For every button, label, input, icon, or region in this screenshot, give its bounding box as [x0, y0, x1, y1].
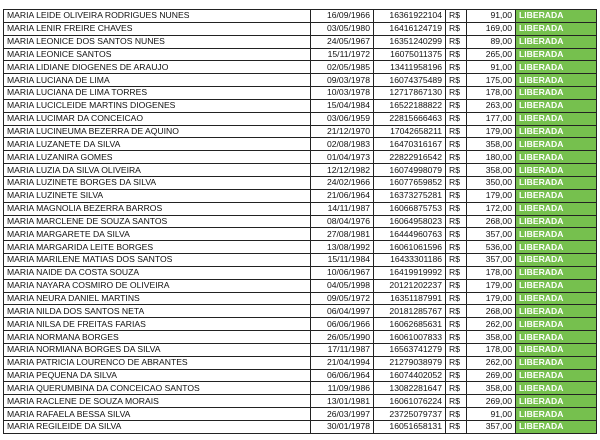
- status-badge: LIBERADA: [516, 22, 597, 35]
- cell-number: 16522188822: [374, 99, 446, 112]
- cell-value: 350,00: [467, 176, 516, 189]
- cell-value: 91,00: [467, 408, 516, 421]
- cell-number: 16351187991: [374, 292, 446, 305]
- table-row: [4, 202, 597, 215]
- cell-currency: R$: [446, 382, 467, 395]
- cell-value: 357,00: [467, 228, 516, 241]
- status-badge: LIBERADA: [516, 176, 597, 189]
- cell-value: 269,00: [467, 395, 516, 408]
- cell-currency: R$: [446, 99, 467, 112]
- status-badge: LIBERADA: [516, 202, 597, 215]
- cell-date: 09/05/1972: [311, 292, 374, 305]
- table-row: [4, 112, 597, 125]
- cell-value: 358,00: [467, 331, 516, 344]
- cell-currency: R$: [446, 241, 467, 254]
- status-badge: LIBERADA: [516, 48, 597, 61]
- beneficiary-table: [3, 9, 597, 434]
- cell-date: 06/04/1997: [311, 305, 374, 318]
- cell-currency: R$: [446, 421, 467, 434]
- cell-value: 268,00: [467, 215, 516, 228]
- table-row: [4, 176, 597, 189]
- status-badge: LIBERADA: [516, 61, 597, 74]
- cell-value: 357,00: [467, 421, 516, 434]
- table-row: [4, 292, 597, 305]
- cell-number: 16064958023: [374, 215, 446, 228]
- cell-currency: R$: [446, 138, 467, 151]
- status-badge: LIBERADA: [516, 10, 597, 23]
- cell-currency: R$: [446, 35, 467, 48]
- table-row: [4, 10, 597, 23]
- table-row: [4, 22, 597, 35]
- cell-value: 178,00: [467, 266, 516, 279]
- status-badge: LIBERADA: [516, 408, 597, 421]
- status-badge: LIBERADA: [516, 343, 597, 356]
- cell-number: 22822916542: [374, 151, 446, 164]
- cell-value: 178,00: [467, 343, 516, 356]
- cell-date: 02/05/1985: [311, 61, 374, 74]
- cell-currency: R$: [446, 87, 467, 100]
- cell-currency: R$: [446, 279, 467, 292]
- cell-currency: R$: [446, 331, 467, 344]
- cell-number: 23725079737: [374, 408, 446, 421]
- table-row: [4, 61, 597, 74]
- cell-currency: R$: [446, 318, 467, 331]
- cell-currency: R$: [446, 369, 467, 382]
- status-badge: LIBERADA: [516, 125, 597, 138]
- cell-number: 16062685631: [374, 318, 446, 331]
- cell-value: 180,00: [467, 151, 516, 164]
- cell-number: 12717867130: [374, 87, 446, 100]
- cell-number: 16074402052: [374, 369, 446, 382]
- cell-value: 269,00: [467, 369, 516, 382]
- cell-number: 16061007833: [374, 331, 446, 344]
- status-badge: LIBERADA: [516, 151, 597, 164]
- cell-name: MARIA LUZANIRA GOMES: [4, 151, 311, 164]
- cell-currency: R$: [446, 125, 467, 138]
- status-badge: LIBERADA: [516, 189, 597, 202]
- table-row: [4, 382, 597, 395]
- status-badge: LIBERADA: [516, 35, 597, 48]
- status-badge: LIBERADA: [516, 138, 597, 151]
- cell-date: 26/03/1997: [311, 408, 374, 421]
- status-badge: LIBERADA: [516, 99, 597, 112]
- cell-number: 16051658131: [374, 421, 446, 434]
- cell-number: 16075011375: [374, 48, 446, 61]
- cell-date: 21/06/1964: [311, 189, 374, 202]
- cell-value: 177,00: [467, 112, 516, 125]
- cell-name: MARIA MARILENE MATIAS DOS SANTOS: [4, 254, 311, 267]
- cell-currency: R$: [446, 305, 467, 318]
- table-row: [4, 254, 597, 267]
- status-badge: LIBERADA: [516, 254, 597, 267]
- cell-name: MARIA NEURA DANIEL MARTINS: [4, 292, 311, 305]
- cell-currency: R$: [446, 74, 467, 87]
- cell-date: 01/04/1973: [311, 151, 374, 164]
- cell-name: MARIA LENIR FREIRE CHAVES: [4, 22, 311, 35]
- cell-value: 172,00: [467, 202, 516, 215]
- cell-currency: R$: [446, 189, 467, 202]
- table-row: [4, 189, 597, 202]
- cell-number: 16433301186: [374, 254, 446, 267]
- table-row: [4, 343, 597, 356]
- cell-date: 08/04/1976: [311, 215, 374, 228]
- cell-value: 268,00: [467, 305, 516, 318]
- cell-currency: R$: [446, 356, 467, 369]
- table-row: [4, 228, 597, 241]
- status-badge: LIBERADA: [516, 215, 597, 228]
- cell-date: 12/12/1982: [311, 164, 374, 177]
- cell-date: 30/01/1978: [311, 421, 374, 434]
- cell-value: 91,00: [467, 10, 516, 23]
- cell-currency: R$: [446, 215, 467, 228]
- cell-currency: R$: [446, 395, 467, 408]
- cell-number: 16077659852: [374, 176, 446, 189]
- cell-number: 13411958196: [374, 61, 446, 74]
- cell-date: 24/02/1966: [311, 176, 374, 189]
- table-row: [4, 356, 597, 369]
- cell-currency: R$: [446, 266, 467, 279]
- cell-name: MARIA LUCIANA DE LIMA TORRES: [4, 87, 311, 100]
- cell-number: 16074998079: [374, 164, 446, 177]
- cell-value: 169,00: [467, 22, 516, 35]
- cell-currency: R$: [446, 292, 467, 305]
- status-badge: LIBERADA: [516, 395, 597, 408]
- cell-date: 15/04/1984: [311, 99, 374, 112]
- cell-date: 14/11/1987: [311, 202, 374, 215]
- cell-number: 20181285767: [374, 305, 446, 318]
- cell-name: MARIA MAGNOLIA BEZERRA BARROS: [4, 202, 311, 215]
- cell-date: 21/04/1994: [311, 356, 374, 369]
- table-row: [4, 408, 597, 421]
- cell-name: MARIA LUCINEUMA BEZERRA DE AQUINO: [4, 125, 311, 138]
- cell-date: 16/09/1966: [311, 10, 374, 23]
- cell-value: 358,00: [467, 382, 516, 395]
- cell-number: 16373275281: [374, 189, 446, 202]
- cell-number: 16074375489: [374, 74, 446, 87]
- table-row: [4, 266, 597, 279]
- cell-date: 10/06/1967: [311, 266, 374, 279]
- cell-value: 357,00: [467, 254, 516, 267]
- status-badge: LIBERADA: [516, 241, 597, 254]
- cell-name: MARIA NILDA DOS SANTOS NETA: [4, 305, 311, 318]
- cell-date: 26/05/1990: [311, 331, 374, 344]
- cell-value: 536,00: [467, 241, 516, 254]
- status-badge: LIBERADA: [516, 421, 597, 434]
- cell-value: 358,00: [467, 164, 516, 177]
- cell-name: MARIA LUZINETE BORGES DA SILVA: [4, 176, 311, 189]
- status-badge: LIBERADA: [516, 382, 597, 395]
- cell-name: MARIA LIDIANE DIOGENES DE ARAUJO: [4, 61, 311, 74]
- table-body: [4, 10, 597, 434]
- status-badge: LIBERADA: [516, 74, 597, 87]
- cell-date: 24/05/1967: [311, 35, 374, 48]
- cell-number: 16470316167: [374, 138, 446, 151]
- cell-value: 265,00: [467, 48, 516, 61]
- cell-currency: R$: [446, 10, 467, 23]
- cell-value: 262,00: [467, 356, 516, 369]
- cell-date: 06/06/1966: [311, 318, 374, 331]
- cell-date: 15/11/1984: [311, 254, 374, 267]
- cell-date: 04/05/1998: [311, 279, 374, 292]
- cell-value: 179,00: [467, 292, 516, 305]
- cell-name: MARIA NORMANA BORGES: [4, 331, 311, 344]
- cell-currency: R$: [446, 202, 467, 215]
- status-badge: LIBERADA: [516, 369, 597, 382]
- table-row: [4, 74, 597, 87]
- cell-currency: R$: [446, 228, 467, 241]
- cell-name: MARIA LEONICE SANTOS: [4, 48, 311, 61]
- cell-number: 16444960763: [374, 228, 446, 241]
- cell-name: MARIA LEONICE DOS SANTOS NUNES: [4, 35, 311, 48]
- table-row: [4, 125, 597, 138]
- cell-currency: R$: [446, 22, 467, 35]
- table-row: [4, 48, 597, 61]
- cell-name: MARIA NAIDE DA COSTA SOUZA: [4, 266, 311, 279]
- cell-currency: R$: [446, 164, 467, 177]
- cell-value: 91,00: [467, 61, 516, 74]
- table-row: [4, 164, 597, 177]
- cell-currency: R$: [446, 408, 467, 421]
- status-badge: LIBERADA: [516, 112, 597, 125]
- cell-date: 03/05/1980: [311, 22, 374, 35]
- cell-name: MARIA LUZANETE DA SILVA: [4, 138, 311, 151]
- table-row: [4, 99, 597, 112]
- table-row: [4, 318, 597, 331]
- table-row: [4, 305, 597, 318]
- table-row: [4, 421, 597, 434]
- cell-name: MARIA LEIDE OLIVEIRA RODRIGUES NUNES: [4, 10, 311, 23]
- cell-number: 22815666463: [374, 112, 446, 125]
- cell-name: MARIA RACLENE DE SOUZA MORAIS: [4, 395, 311, 408]
- cell-value: 178,00: [467, 87, 516, 100]
- cell-number: 21279038979: [374, 356, 446, 369]
- cell-value: 179,00: [467, 279, 516, 292]
- cell-date: 11/09/1986: [311, 382, 374, 395]
- cell-value: 179,00: [467, 125, 516, 138]
- status-badge: LIBERADA: [516, 356, 597, 369]
- cell-name: MARIA NORMIANA BORGES DA SILVA: [4, 343, 311, 356]
- status-badge: LIBERADA: [516, 292, 597, 305]
- cell-number: 16066875753: [374, 202, 446, 215]
- cell-name: MARIA LUCICLEIDE MARTINS DIOGENES: [4, 99, 311, 112]
- cell-name: MARIA NAYARA COSMIRO DE OLIVEIRA: [4, 279, 311, 292]
- table-row: [4, 87, 597, 100]
- cell-currency: R$: [446, 343, 467, 356]
- cell-currency: R$: [446, 151, 467, 164]
- cell-date: 13/01/1981: [311, 395, 374, 408]
- cell-value: 263,00: [467, 99, 516, 112]
- cell-date: 10/03/1978: [311, 87, 374, 100]
- cell-number: 20121202237: [374, 279, 446, 292]
- cell-currency: R$: [446, 48, 467, 61]
- cell-date: 27/08/1981: [311, 228, 374, 241]
- status-badge: LIBERADA: [516, 87, 597, 100]
- cell-name: MARIA RAFAELA BESSA SILVA: [4, 408, 311, 421]
- cell-number: 16416124719: [374, 22, 446, 35]
- table-row: [4, 151, 597, 164]
- table-row: [4, 241, 597, 254]
- status-badge: LIBERADA: [516, 279, 597, 292]
- cell-currency: R$: [446, 61, 467, 74]
- table-row: [4, 138, 597, 151]
- cell-date: 03/06/1959: [311, 112, 374, 125]
- cell-number: 16563741279: [374, 343, 446, 356]
- cell-number: 16361922104: [374, 10, 446, 23]
- cell-name: MARIA LUCIMAR DA CONCEICAO: [4, 112, 311, 125]
- cell-value: 89,00: [467, 35, 516, 48]
- cell-date: 17/11/1987: [311, 343, 374, 356]
- status-badge: LIBERADA: [516, 331, 597, 344]
- cell-number: 16061061596: [374, 241, 446, 254]
- cell-number: 17042658211: [374, 125, 446, 138]
- cell-number: 13082281647: [374, 382, 446, 395]
- cell-value: 358,00: [467, 138, 516, 151]
- cell-name: MARIA PEQUENA DA SILVA: [4, 369, 311, 382]
- cell-name: MARIA NILSA DE FREITAS FARIAS: [4, 318, 311, 331]
- cell-name: MARIA LUZINETE SILVA: [4, 189, 311, 202]
- cell-date: 06/06/1964: [311, 369, 374, 382]
- status-badge: LIBERADA: [516, 266, 597, 279]
- cell-name: MARIA LUZIA DA SILVA OLIVEIRA: [4, 164, 311, 177]
- cell-date: 09/03/1978: [311, 74, 374, 87]
- cell-value: 179,00: [467, 189, 516, 202]
- cell-name: MARIA MARGARETE DA SILVA: [4, 228, 311, 241]
- cell-name: MARIA MARGARIDA LEITE BORGES: [4, 241, 311, 254]
- table-row: [4, 279, 597, 292]
- cell-number: 16351240299: [374, 35, 446, 48]
- cell-value: 175,00: [467, 74, 516, 87]
- table-row: [4, 331, 597, 344]
- cell-name: MARIA PATRICIA LOURENCO DE ABRANTES: [4, 356, 311, 369]
- cell-date: 15/11/1972: [311, 48, 374, 61]
- cell-value: 262,00: [467, 318, 516, 331]
- cell-number: 16419919992: [374, 266, 446, 279]
- cell-name: MARIA MARCLENE DE SOUZA SANTOS: [4, 215, 311, 228]
- cell-number: 16061076224: [374, 395, 446, 408]
- cell-date: 21/12/1970: [311, 125, 374, 138]
- cell-date: 02/08/1983: [311, 138, 374, 151]
- cell-name: MARIA REGILEIDE DA SILVA: [4, 421, 311, 434]
- cell-date: 13/08/1992: [311, 241, 374, 254]
- cell-currency: R$: [446, 176, 467, 189]
- cell-currency: R$: [446, 112, 467, 125]
- cell-currency: R$: [446, 254, 467, 267]
- table-row: [4, 35, 597, 48]
- status-badge: LIBERADA: [516, 318, 597, 331]
- table-row: [4, 215, 597, 228]
- status-badge: LIBERADA: [516, 228, 597, 241]
- status-badge: LIBERADA: [516, 164, 597, 177]
- table-row: [4, 395, 597, 408]
- cell-name: MARIA QUERUMBINA DA CONCEICAO SANTOS: [4, 382, 311, 395]
- status-badge: LIBERADA: [516, 305, 597, 318]
- cell-name: MARIA LUCIANA DE LIMA: [4, 74, 311, 87]
- table-row: [4, 369, 597, 382]
